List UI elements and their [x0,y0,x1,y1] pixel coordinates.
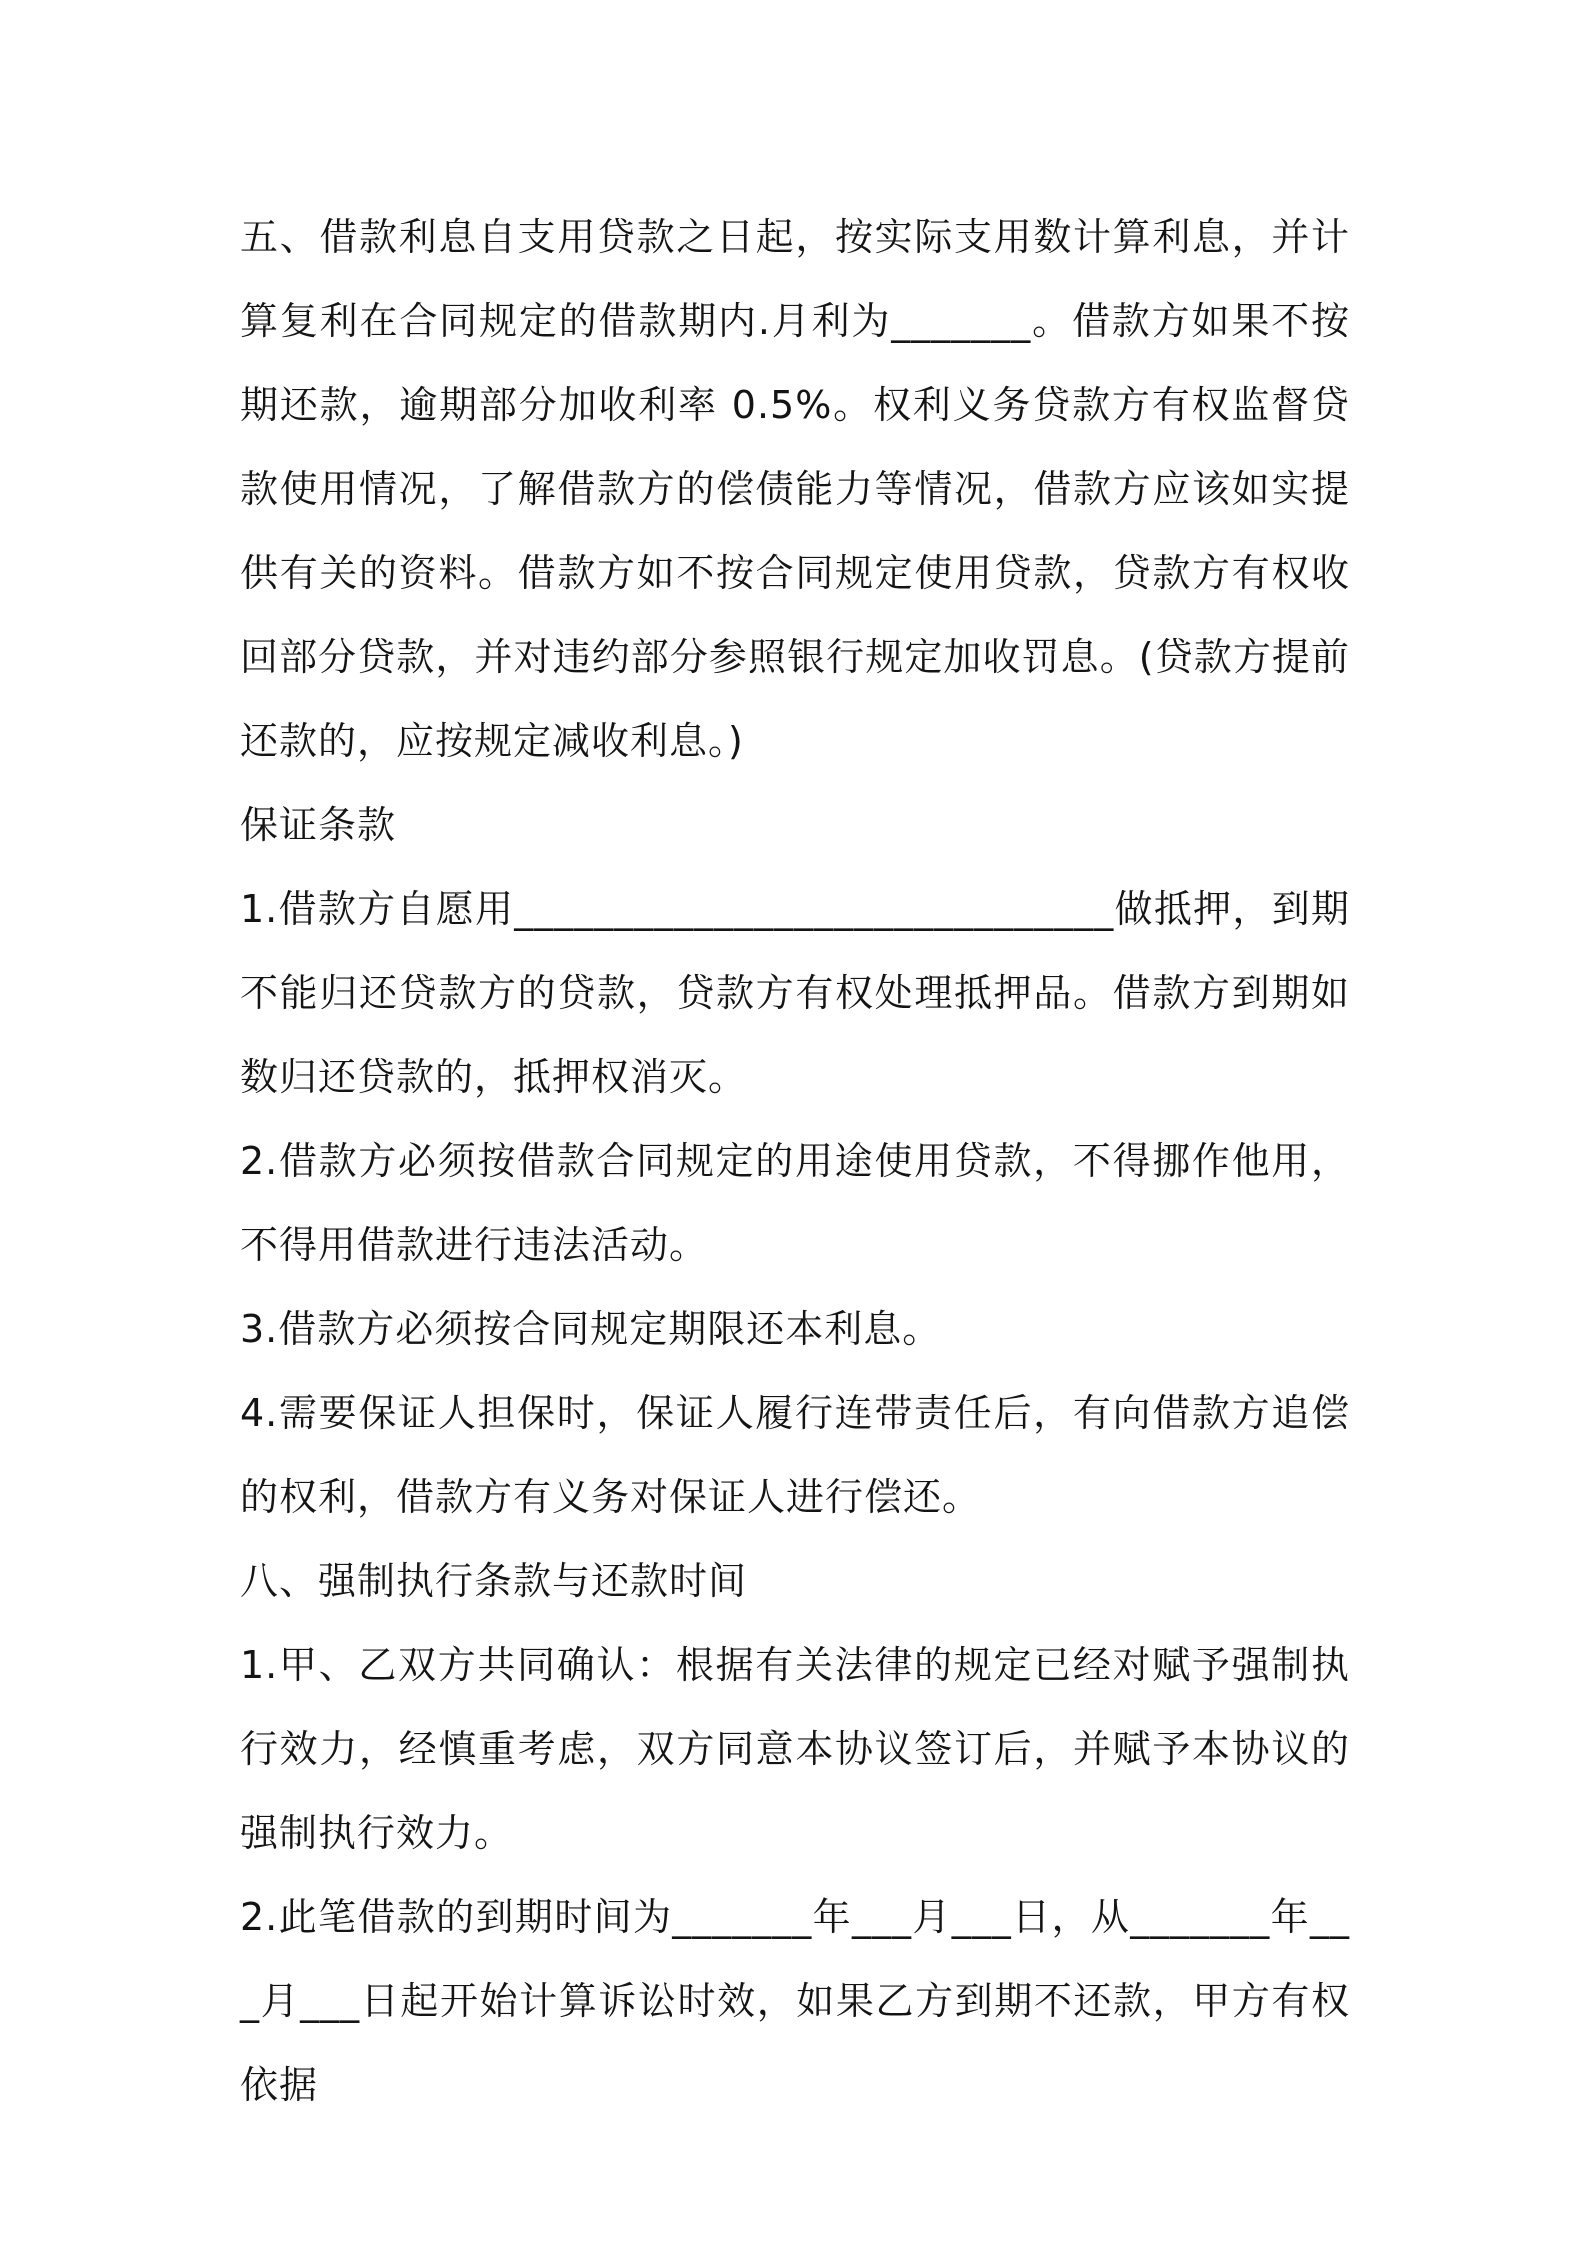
paragraph-enforcement-2: 2.此笔借款的到期时间为_______年___月___日，从_______年___月___日起开始计算诉讼时效，如果乙方到期不还款，甲方有权依据 [240,1895,1350,2107]
document-body [240,195,1350,2127]
paragraph-guarantee-4: 4.需要保证人担保时，保证人履行连带责任后，有向借款方追偿的权利，借款方有义务对保证人进行偿还。 [240,1391,1350,1519]
section-heading-guarantee: 保证条款 [240,803,397,847]
paragraph-interest-terms: 五、借款利息自支用贷款之日起，按实际支用数计算利息，并计算复利在合同规定的借款期内.月利为_______。借款方如果不按期还款，逾期部分加收利率 0.5%。权利义务贷款方有权监督贷款使用情况，了解借款方的偿债能力等情况，借款方应该如实提供有关的资料。借款方如不按合同规定使用贷款，贷款方有权收回部分贷款，并对违约部分参照银行规定加收罚息。(贷款方提前还款的，应按规定减收利息。) [240,215,1351,763]
paragraph-guarantee-1: 1.借款方自愿用______________________________做抵押，到期不能归还贷款方的贷款，贷款方有权处理抵押品。借款方到期如数归还贷款的，抵押权消灭。 [240,887,1350,1099]
paragraph-enforcement-1: 1.甲、乙双方共同确认：根据有关法律的规定已经对赋予强制执行效力，经慎重考虑，双方同意本协议签订后，并赋予本协议的强制执行效力。 [240,1643,1350,1855]
section-heading-enforcement: 八、强制执行条款与还款时间 [240,1559,748,1603]
paragraph-guarantee-3: 3.借款方必须按合同规定期限还本利息。 [240,1307,942,1351]
paragraph-guarantee-2: 2.借款方必须按借款合同规定的用途使用贷款，不得挪作他用，不得用借款进行违法活动。 [240,1139,1350,1267]
